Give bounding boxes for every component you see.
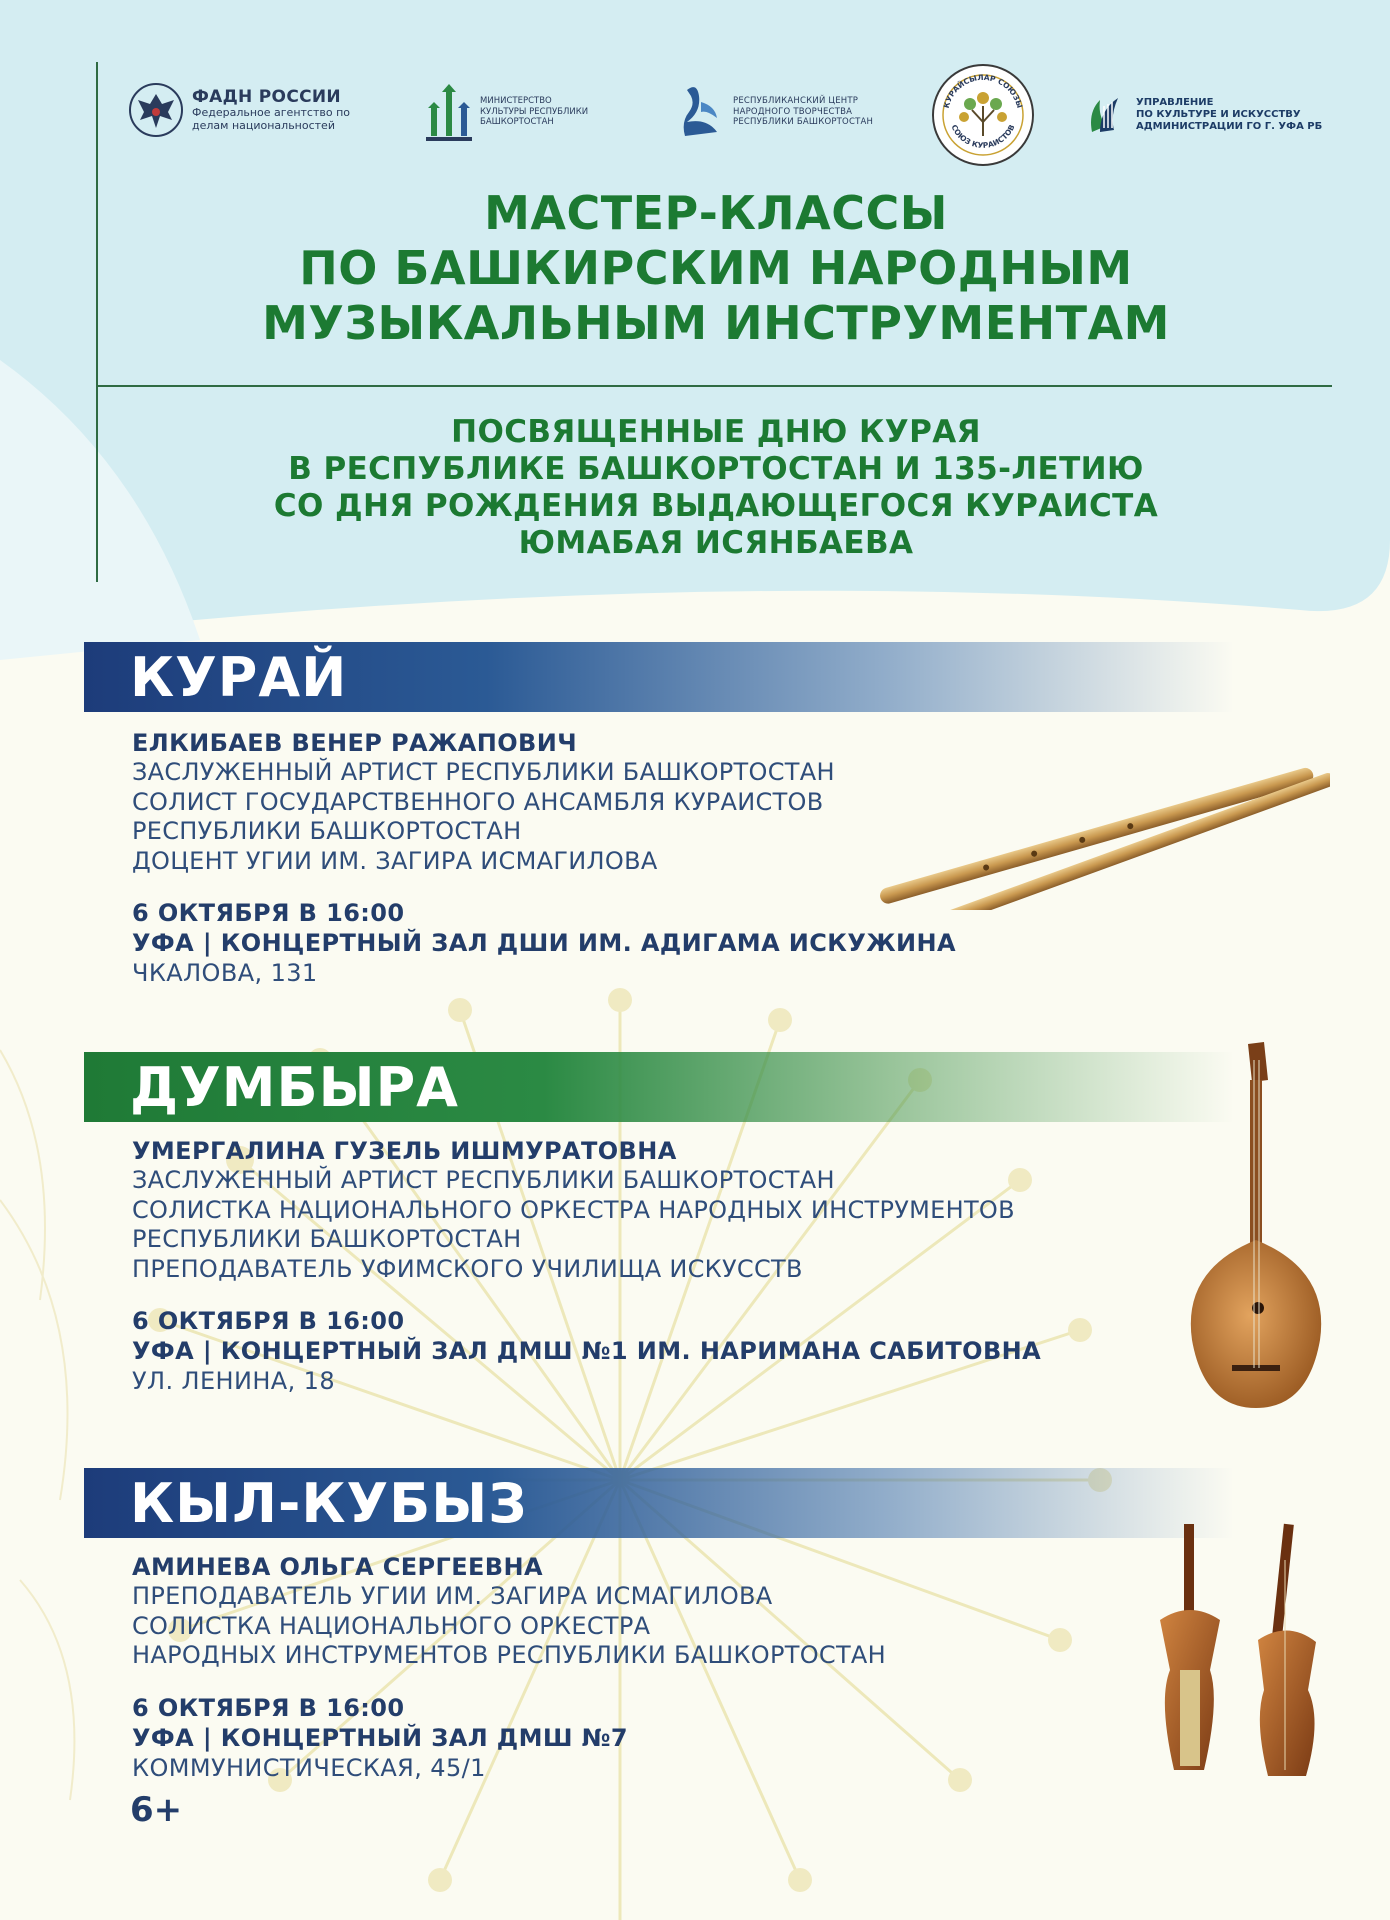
event-venue: УФА | КОНЦЕРТНЫЙ ЗАЛ ДМШ №7 — [132, 1723, 629, 1752]
instrument-name: КЫЛ-КУБЫЗ — [130, 1472, 528, 1535]
culture-department-line2: ПО КУЛЬТУРЕ И ИСКУССТВУ — [1136, 109, 1301, 120]
kurai-union-logo — [930, 62, 1036, 168]
event-venue: УФА | КОНЦЕРТНЫЙ ЗАЛ ДШИ ИМ. АДИГАМА ИСКУЖИНА — [132, 929, 956, 957]
folk-center-line1: РЕСПУБЛИКАНСКИЙ ЦЕНТР — [733, 96, 859, 107]
credential-line: ЗАСЛУЖЕННЫЙ АРТИСТ РЕСПУБЛИКИ БАШКОРТОСТАН — [132, 1166, 835, 1194]
swan-emblem-icon — [677, 82, 725, 142]
double-headed-eagle-icon — [128, 82, 184, 138]
subtitle-line-4: ЮМАБАЯ ИСЯНБАЕВА — [518, 525, 914, 561]
subtitle-line-1: ПОСВЯЩЕННЫЕ ДНЮ КУРАЯ — [451, 414, 981, 450]
fadn-name: ФАДН РОССИИ — [192, 86, 341, 107]
age-rating: 6+ — [130, 1790, 183, 1830]
teacher-name: ЕЛКИБАЕВ ВЕНЕР РАЖАПОВИЧ — [132, 729, 578, 757]
event-address: УЛ. ЛЕНИНА, 18 — [132, 1367, 336, 1395]
credential-line: ЗАСЛУЖЕННЫЙ АРТИСТ РЕСПУБЛИКИ БАШКОРТОСТАН — [132, 758, 835, 786]
section-band-dumbyra — [84, 1052, 1234, 1122]
subtitle-line-3: СО ДНЯ РОЖДЕНИЯ ВЫДАЮЩЕГОСЯ КУРАИСТА — [273, 488, 1159, 524]
frame-horizontal-line — [96, 385, 1332, 387]
culture-department-line3: АДМИНИСТРАЦИИ ГО Г. УФА РБ — [1136, 121, 1323, 132]
dumbyra-image — [1180, 1040, 1330, 1410]
event-datetime: 6 ОКТЯБРЯ В 16:00 — [132, 1693, 405, 1722]
event-address: ЧКАЛОВА, 131 — [132, 959, 318, 987]
event-datetime: 6 ОКТЯБРЯ В 16:00 — [132, 1307, 405, 1335]
kurai-union-top-text: КУРАЙСЫЛАР СОЮЗЫ — [941, 72, 1025, 110]
lyre-emblem-icon — [1086, 92, 1128, 138]
instrument-name: КУРАЙ — [130, 646, 348, 709]
fadn-subtitle: Федеральное агентство по делам национальностей — [192, 106, 351, 132]
ministry-emblem-icon — [426, 82, 472, 142]
credential-line: СОЛИСТ ГОСУДАРСТВЕННОГО АНСАМБЛЯ КУРАИСТОВ — [132, 787, 824, 816]
culture-department-logo — [1086, 92, 1322, 138]
title-line-1: МАСТЕР-КЛАССЫ — [484, 186, 948, 240]
culture-department-line1: УПРАВЛЕНИЕ — [1136, 97, 1214, 108]
fadn-logo — [128, 82, 362, 138]
kurai-union-emblem-icon — [930, 62, 1036, 168]
event-venue: УФА | КОНЦЕРТНЫЙ ЗАЛ ДМШ №1 ИМ. НАРИМАНА САБИТОВНА — [132, 1337, 1042, 1365]
section-kyl-kubyz-details — [132, 1552, 886, 1783]
credential-line: РЕСПУБЛИКИ БАШКОРТОСТАН — [132, 817, 522, 845]
subtitle-line-2: В РЕСПУБЛИКЕ БАШКОРТОСТАН И 135-ЛЕТИЮ — [288, 451, 1144, 487]
credential-line: РЕСПУБЛИКИ БАШКОРТОСТАН — [132, 1225, 522, 1253]
folk-center-logo — [677, 82, 873, 142]
folk-center-line3: РЕСПУБЛИКИ БАШКОРТОСТАН — [733, 117, 874, 128]
ministry-logo — [426, 82, 600, 142]
credential-line: ДОЦЕНТ УГИИ ИМ. ЗАГИРА ИСМАГИЛОВА — [132, 846, 658, 875]
teacher-name: АМИНЕВА ОЛЬГА СЕРГЕЕВНА — [132, 1553, 543, 1581]
section-band-kyl-kubyz — [84, 1468, 1234, 1538]
title-line-3: МУЗЫКАЛЬНЫМ ИНСТРУМЕНТАМ — [262, 296, 1170, 350]
section-band-kurai — [84, 642, 1234, 712]
event-address: КОММУНИСТИЧЕСКАЯ, 45/1 — [132, 1753, 486, 1782]
page-subtitle — [98, 414, 1334, 562]
folk-center-line2: НАРОДНОГО ТВОРЧЕСТВА — [733, 106, 853, 117]
kurai-flute-image — [860, 750, 1330, 910]
credential-line: СОЛИСТКА НАЦИОНАЛЬНОГО ОРКЕСТРА НАРОДНЫХ ИНСТРУМЕНТОВ — [132, 1195, 1015, 1224]
credential-line: ПРЕПОДАВАТЕЛЬ УГИИ ИМ. ЗАГИРА ИСМАГИЛОВА — [132, 1582, 773, 1610]
section-dumbyra-details — [132, 1136, 1041, 1396]
credential-line: ПРЕПОДАВАТЕЛЬ УФИМСКОГО УЧИЛИЩА ИСКУССТВ — [132, 1254, 803, 1283]
ministry-name: МИНИСТЕРСТВО КУЛЬТУРЫ РЕСПУБЛИКИ БАШКОРТОСТАН — [480, 96, 589, 128]
instrument-name: ДУМБЫРА — [130, 1056, 459, 1119]
teacher-name: УМЕРГАЛИНА ГУЗЕЛЬ ИШМУРАТОВНА — [132, 1137, 677, 1165]
kurai-union-bottom-text: СОЮЗ КУРАИСТОВ — [949, 123, 1017, 150]
event-datetime: 6 ОКТЯБРЯ В 16:00 — [132, 899, 405, 927]
credential-line: НАРОДНЫХ ИНСТРУМЕНТОВ РЕСПУБЛИКИ БАШКОРТОСТАН — [132, 1641, 886, 1669]
section-kurai-details — [132, 728, 956, 988]
kyl-kubyz-image — [1140, 1520, 1340, 1780]
page-title — [98, 186, 1334, 351]
credential-line: СОЛИСТКА НАЦИОНАЛЬНОГО ОРКЕСТРА — [132, 1611, 651, 1640]
title-line-2: ПО БАШКИРСКИМ НАРОДНЫМ — [299, 241, 1133, 295]
